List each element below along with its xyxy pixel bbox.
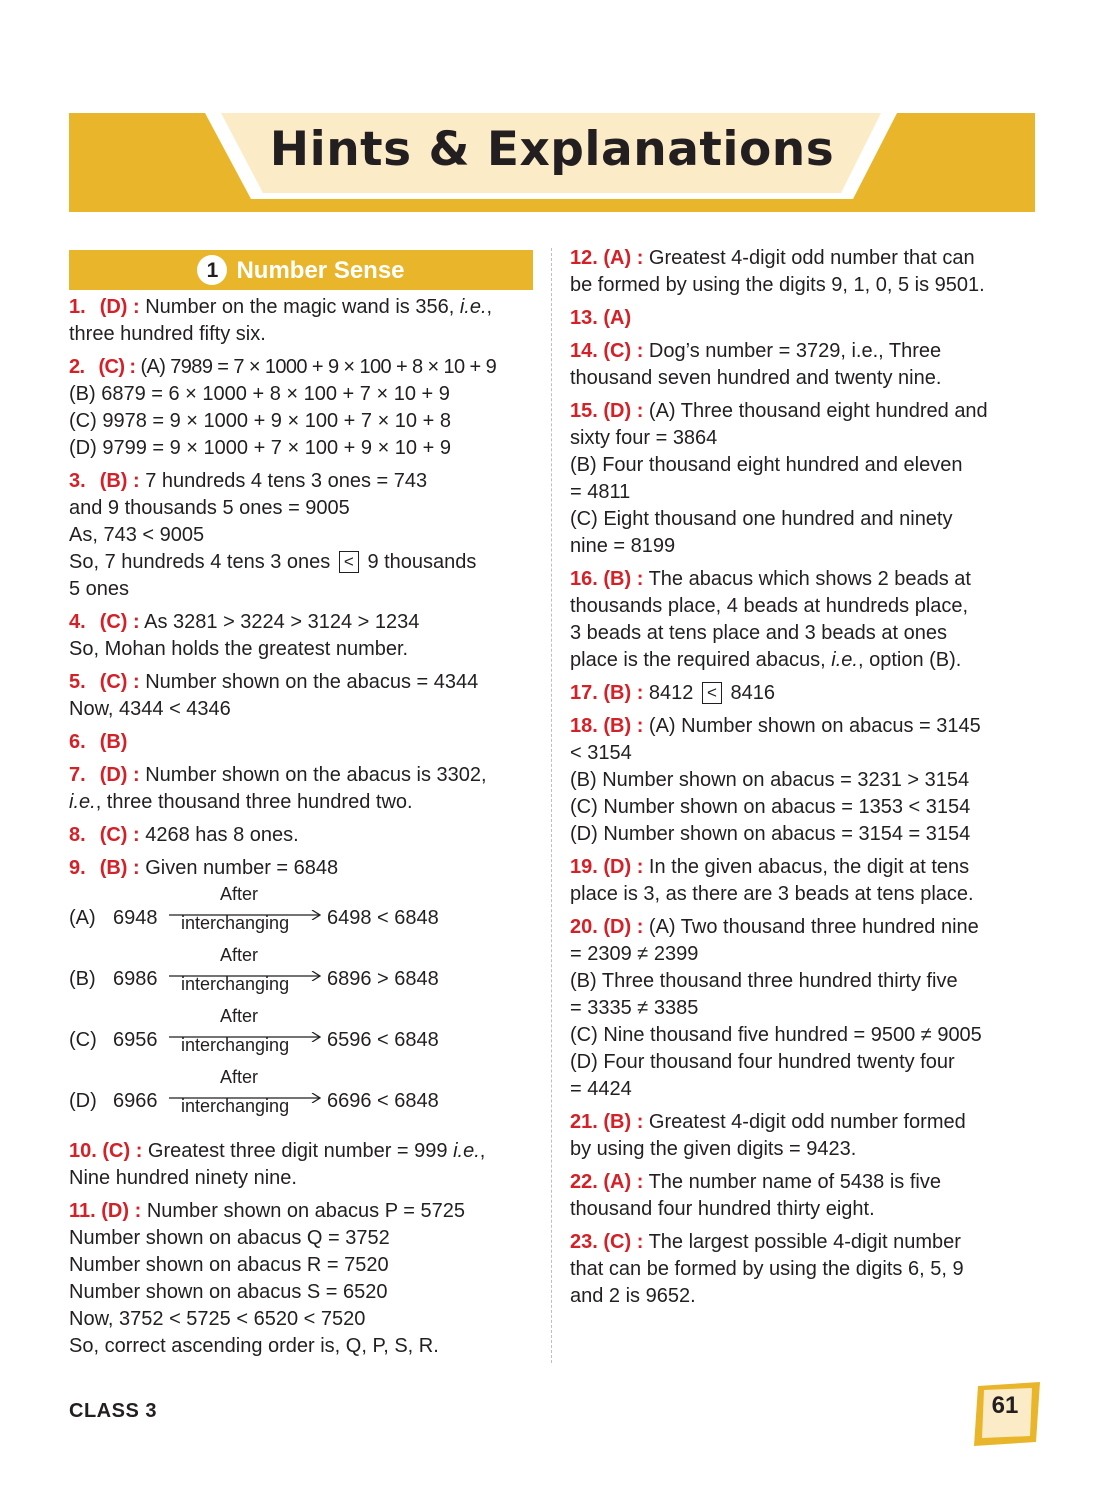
explanation-text: (A) Three thousand eight hundred and bbox=[648, 400, 988, 422]
section-title: Number Sense bbox=[236, 256, 405, 284]
question-number: 16. bbox=[570, 568, 598, 590]
answer-option: (A) : bbox=[603, 247, 644, 269]
answer-option: (A) bbox=[603, 307, 632, 329]
interchange-result: 6896 > 6848 bbox=[327, 968, 439, 990]
answer-8 bbox=[69, 822, 533, 849]
explanation-line: and 9 thousands 5 ones = 9005 bbox=[69, 497, 350, 519]
explanation-text: (A) Two thousand three hundred nine bbox=[648, 916, 979, 938]
interchange-row bbox=[69, 1006, 533, 1071]
answer-option: (C) : bbox=[98, 356, 136, 378]
explanation-line: and 2 is 9652. bbox=[570, 1285, 696, 1307]
question-number: 23. bbox=[570, 1231, 598, 1253]
answer-5 bbox=[69, 669, 533, 723]
section-header bbox=[69, 250, 533, 290]
explanation-line: (C) Number shown on abacus = 1353 < 3154 bbox=[570, 796, 971, 818]
answer-option: (B) : bbox=[603, 568, 644, 590]
answer-option: (B) : bbox=[603, 1111, 644, 1133]
option-label: (D) bbox=[69, 1090, 97, 1112]
explanation-line: (D) Four thousand four hundred twenty four bbox=[570, 1051, 955, 1073]
explanation-text: Number shown on the abacus is 3302, bbox=[145, 764, 487, 786]
explanation-line: thousand seven hundred and twenty nine. bbox=[570, 367, 942, 389]
explanation-text: The abacus which shows 2 beads at bbox=[648, 568, 971, 590]
answer-option: (B) : bbox=[99, 470, 140, 492]
question-number: 11. bbox=[69, 1200, 96, 1222]
answer-13 bbox=[570, 305, 1034, 332]
page-title: Hints & Explanations bbox=[269, 121, 835, 177]
question-number: 21. bbox=[570, 1111, 598, 1133]
answer-option: (B) : bbox=[603, 682, 644, 704]
question-number: 5. bbox=[69, 671, 86, 693]
answer-option: (D) : bbox=[99, 764, 140, 786]
arrow-label-after: After bbox=[220, 945, 259, 965]
option-label: (C) bbox=[69, 1029, 97, 1051]
answer-16 bbox=[570, 566, 1034, 674]
explanation-line: sixty four = 3864 bbox=[570, 427, 718, 449]
answer-1 bbox=[69, 294, 533, 348]
explanation-line: place is 3, as there are 3 beads at tens place. bbox=[570, 883, 974, 905]
explanation-line: = 2309 ≠ 2399 bbox=[570, 943, 699, 965]
original-number: 6966 bbox=[113, 1090, 158, 1112]
interchange-row bbox=[69, 884, 533, 949]
original-number: 6948 bbox=[113, 907, 158, 929]
question-number: 18. bbox=[570, 715, 598, 737]
question-number: 12. bbox=[570, 247, 598, 269]
explanation-line: < 3154 bbox=[570, 742, 632, 764]
arrow-label-interchanging: interchanging bbox=[181, 974, 290, 994]
answer-11 bbox=[69, 1198, 533, 1360]
explanation-text: 9 thousands bbox=[367, 551, 477, 573]
left-column bbox=[69, 250, 533, 1366]
explanation-line: = 4811 bbox=[570, 481, 631, 503]
answer-15 bbox=[570, 398, 1034, 560]
explanation-line: that can be formed by using the digits 6, 5, 9 bbox=[570, 1258, 964, 1280]
explanation-line: Number shown on abacus Q = 3752 bbox=[69, 1227, 390, 1249]
explanation-text: Greatest 4-digit odd number that can bbox=[648, 247, 975, 269]
explanation-italic: i.e. bbox=[453, 1140, 480, 1162]
arrow-label-after: After bbox=[220, 1067, 259, 1087]
question-number: 4. bbox=[69, 611, 86, 633]
explanation-line: So, correct ascending order is, Q, P, S, R. bbox=[69, 1335, 439, 1357]
answer-7 bbox=[69, 762, 533, 816]
answer-option: (B) bbox=[99, 731, 128, 753]
section-number-badge: 1 bbox=[197, 255, 227, 285]
explanation-text: (A) Number shown on abacus = 3145 bbox=[648, 715, 981, 737]
answer-20 bbox=[570, 914, 1034, 1103]
arrow-label-interchanging: interchanging bbox=[181, 913, 290, 933]
answer-option: (C) : bbox=[603, 1231, 644, 1253]
answer-21 bbox=[570, 1109, 1034, 1163]
explanation-text: The number name of 5438 is five bbox=[648, 1171, 941, 1193]
arrow-label-after: After bbox=[220, 1006, 259, 1026]
question-number: 8. bbox=[69, 824, 86, 846]
explanation-text: So, 7 hundreds 4 tens 3 ones bbox=[69, 551, 331, 573]
answer-17 bbox=[570, 680, 1034, 707]
explanation-line: Now, 3752 < 5725 < 6520 < 7520 bbox=[69, 1308, 366, 1330]
arrow-label-interchanging: interchanging bbox=[181, 1035, 290, 1055]
answer-12 bbox=[570, 245, 1034, 299]
explanation-text: Dog’s number = 3729, i.e., Three bbox=[648, 340, 942, 362]
explanation-line: Number shown on abacus S = 6520 bbox=[69, 1281, 388, 1303]
comparison-box: < bbox=[702, 682, 722, 704]
explanation-text: 8416 bbox=[730, 682, 776, 704]
answer-22 bbox=[570, 1169, 1034, 1223]
explanation-text: Greatest three digit number = 999 bbox=[147, 1140, 454, 1162]
explanation-line: = 4424 bbox=[570, 1078, 632, 1100]
explanation-line: So, Mohan holds the greatest number. bbox=[69, 638, 409, 660]
explanation-line: Now, 4344 < 4346 bbox=[69, 698, 231, 720]
explanation-text: As 3281 > 3224 > 3124 > 1234 bbox=[144, 611, 420, 633]
comparison-box: < bbox=[339, 551, 359, 573]
answer-3 bbox=[69, 468, 533, 603]
explanation-line: (B) 6879 = 6 × 1000 + 8 × 100 + 7 × 10 + 9 bbox=[69, 383, 450, 405]
answer-option: (D) : bbox=[603, 400, 644, 422]
explanation-text: Given number = 6848 bbox=[145, 857, 339, 879]
explanation-italic: i.e. bbox=[831, 649, 858, 671]
answer-option: (D) : bbox=[603, 916, 644, 938]
answer-option: (D) : bbox=[603, 856, 644, 878]
class-label: CLASS 3 bbox=[69, 1400, 157, 1422]
explanation-text: , bbox=[486, 296, 493, 318]
question-number: 17. bbox=[570, 682, 598, 704]
question-number: 3. bbox=[69, 470, 86, 492]
explanation-text: place is the required abacus, bbox=[570, 649, 832, 671]
answer-14 bbox=[570, 338, 1034, 392]
explanation-line: be formed by using the digits 9, 1, 0, 5 is 9501. bbox=[570, 274, 985, 296]
question-number: 2. bbox=[69, 356, 85, 378]
interchange-result: 6498 < 6848 bbox=[327, 907, 439, 929]
answer-4 bbox=[69, 609, 533, 663]
answer-option: (C) : bbox=[99, 671, 140, 693]
answer-option: (C) : bbox=[99, 611, 140, 633]
option-label: (B) bbox=[69, 968, 96, 990]
explanation-italic: i.e. bbox=[459, 296, 487, 318]
interchange-result: 6596 < 6848 bbox=[327, 1029, 439, 1051]
explanation-italic: i.e. bbox=[69, 791, 96, 813]
explanation-line: (D) 9799 = 9 × 1000 + 7 × 100 + 9 × 10 + 9 bbox=[69, 437, 451, 459]
explanation-line: 5 ones bbox=[69, 578, 130, 600]
explanation-text: 8412 bbox=[648, 682, 694, 704]
arrow-label-after: After bbox=[220, 884, 259, 904]
explanation-text: , option (B). bbox=[857, 649, 962, 671]
explanation-line: As, 743 < 9005 bbox=[69, 524, 205, 546]
interchange-row bbox=[69, 945, 533, 1010]
question-number: 22. bbox=[570, 1171, 598, 1193]
title-banner bbox=[69, 113, 1035, 212]
explanation-line: thousand four hundred thirty eight. bbox=[570, 1198, 875, 1220]
explanation-line: nine = 8199 bbox=[570, 535, 676, 557]
explanation-text: The largest possible 4-digit number bbox=[648, 1231, 961, 1253]
page-number: 61 bbox=[991, 1392, 1019, 1419]
answer-option: (A) : bbox=[603, 1171, 644, 1193]
question-number: 13. bbox=[570, 307, 598, 329]
question-number: 7. bbox=[69, 764, 86, 786]
explanation-text: (A) 7989 = 7 × 1000 + 9 × 100 + 8 × 10 + 9 bbox=[140, 356, 497, 378]
explanation-line: Nine hundred ninety nine. bbox=[69, 1167, 297, 1189]
question-number: 9. bbox=[69, 857, 86, 879]
question-number: 20. bbox=[570, 916, 598, 938]
explanation-text: Number shown on abacus P = 5725 bbox=[146, 1200, 465, 1222]
explanation-text: In the given abacus, the digit at tens bbox=[648, 856, 970, 878]
answer-option: (B) : bbox=[99, 857, 140, 879]
answer-23 bbox=[570, 1229, 1034, 1310]
explanation-line: (B) Four thousand eight hundred and eleven bbox=[570, 454, 963, 476]
original-number: 6956 bbox=[113, 1029, 158, 1051]
answer-option: (C) : bbox=[603, 340, 644, 362]
arrow-label-interchanging: interchanging bbox=[181, 1096, 290, 1116]
interchange-result: 6696 < 6848 bbox=[327, 1090, 439, 1112]
answer-18 bbox=[570, 713, 1034, 848]
answer-option: (B) : bbox=[603, 715, 644, 737]
explanation-text: Number on the magic wand is 356, bbox=[145, 296, 460, 318]
explanation-text: Number shown on the abacus = 4344 bbox=[145, 671, 479, 693]
original-number: 6986 bbox=[113, 968, 158, 990]
explanation-line: by using the given digits = 9423. bbox=[570, 1138, 857, 1160]
right-column bbox=[570, 245, 1034, 1316]
answer-9 bbox=[69, 855, 533, 1132]
explanation-line: (C) Eight thousand one hundred and ninety bbox=[570, 508, 953, 530]
explanation-line: (B) Three thousand three hundred thirty five bbox=[570, 970, 958, 992]
explanation-line: 3 beads at tens place and 3 beads at ones bbox=[570, 622, 947, 644]
explanation-text: , three thousand three hundred two. bbox=[95, 791, 413, 813]
answer-option: (C) : bbox=[99, 824, 140, 846]
answer-6 bbox=[69, 729, 533, 756]
explanation-line: thousands place, 4 beads at hundreds place, bbox=[570, 595, 969, 617]
answer-10 bbox=[69, 1138, 533, 1192]
question-number: 10. bbox=[69, 1140, 97, 1162]
explanation-line: = 3335 ≠ 3385 bbox=[570, 997, 699, 1019]
question-number: 14. bbox=[570, 340, 598, 362]
explanation-line: (C) Nine thousand five hundred = 9500 ≠ 9005 bbox=[570, 1024, 982, 1046]
explanation-line: Number shown on abacus R = 7520 bbox=[69, 1254, 389, 1276]
answer-option: (D) : bbox=[101, 1200, 142, 1222]
column-divider bbox=[551, 248, 552, 1363]
answer-option: (D) : bbox=[99, 296, 140, 318]
answer-option: (C) : bbox=[102, 1140, 143, 1162]
explanation-text: , bbox=[479, 1140, 486, 1162]
question-number: 1. bbox=[69, 296, 86, 318]
question-number: 19. bbox=[570, 856, 598, 878]
answer-2 bbox=[69, 354, 533, 462]
explanation-text: 4268 has 8 ones. bbox=[145, 824, 299, 846]
explanation-line: three hundred fifty six. bbox=[69, 323, 266, 345]
explanation-line: (B) Number shown on abacus = 3231 > 3154 bbox=[570, 769, 970, 791]
explanation-text: 7 hundreds 4 tens 3 ones = 743 bbox=[145, 470, 428, 492]
answer-19 bbox=[570, 854, 1034, 908]
question-number: 15. bbox=[570, 400, 598, 422]
question-number: 6. bbox=[69, 731, 86, 753]
explanation-line: (D) Number shown on abacus = 3154 = 3154 bbox=[570, 823, 971, 845]
interchange-row bbox=[69, 1067, 533, 1132]
explanation-text: Greatest 4-digit odd number formed bbox=[648, 1111, 966, 1133]
explanation-line: (C) 9978 = 9 × 1000 + 9 × 100 + 7 × 10 + 8 bbox=[69, 410, 451, 432]
option-label: (A) bbox=[69, 907, 96, 929]
